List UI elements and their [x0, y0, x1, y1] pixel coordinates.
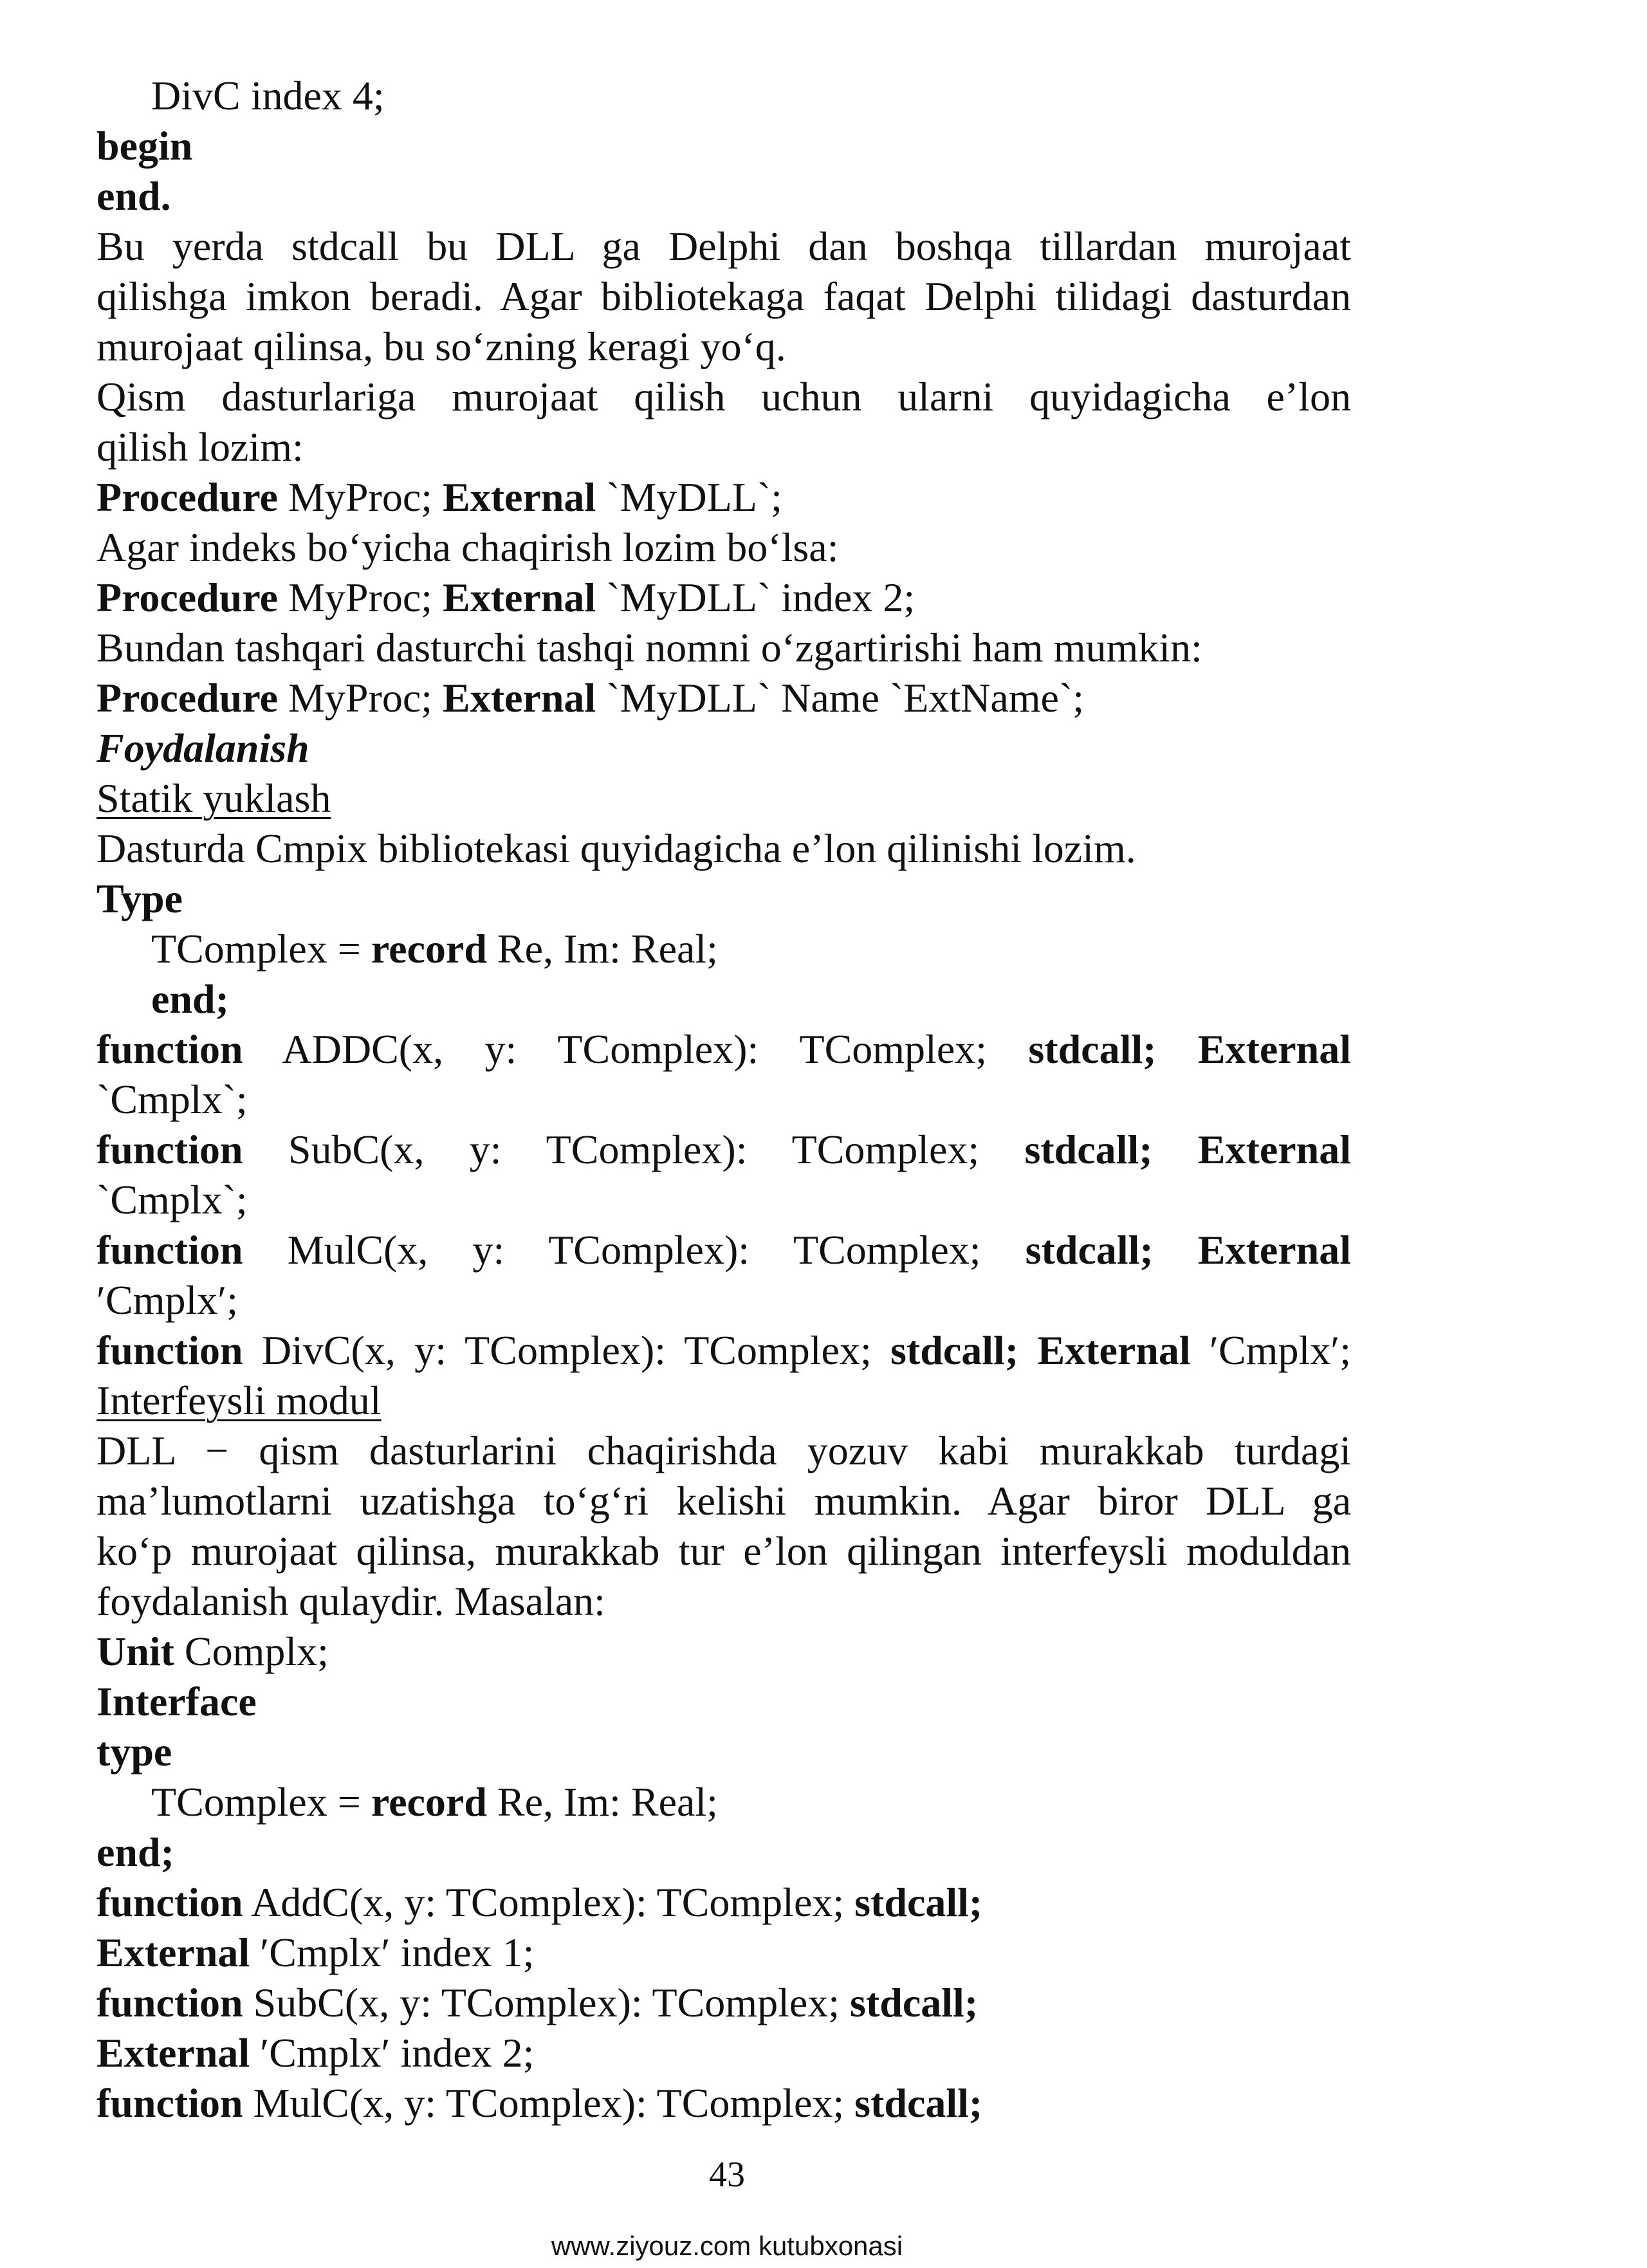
code-line: TComplex = record Re, Im: Real;: [151, 926, 718, 972]
code-line: Procedure MyProc; External `MyDLL`;: [97, 474, 782, 520]
paragraph-line: Agar indeks bo‘yicha chaqirish lozim bo‘lsa:: [97, 524, 839, 570]
page-body: [97, 71, 1351, 2128]
paragraph-line: foydalanish qulaydir. Masalan:: [97, 1578, 605, 1624]
code-keyword-line: begin: [97, 123, 193, 169]
subsection-heading: Statik yuklash: [97, 775, 331, 821]
code-line: function MulC(x, y: TComplex): TComplex; stdcall;: [97, 2080, 983, 2126]
paragraph-line: murojaat qilinsa, bu so‘zning keragi yo‘q.: [97, 324, 786, 369]
code-line: function SubC(x, y: TComplex): TComplex; stdcall; External: [97, 1127, 1351, 1172]
code-line: `Cmplx`;: [97, 1076, 248, 1122]
subsection-heading: Interfeysli modul: [97, 1378, 382, 1423]
code-line: function SubC(x, y: TComplex): TComplex; stdcall;: [97, 1980, 979, 2025]
code-keyword-line: end.: [97, 173, 171, 219]
code-keyword-line: end;: [151, 976, 229, 1022]
paragraph-line: Bu yerda stdcall bu DLL ga Delphi dan boshqa tillardan murojaat: [97, 223, 1351, 269]
paragraph-line: DLL − qism dasturlarini chaqirishda yozuv kabi murakkab turdagi: [97, 1428, 1351, 1473]
code-keyword-line: end;: [97, 1829, 174, 1875]
footer-watermark: www.ziyouz.com kutubxonasi: [551, 2231, 903, 2261]
code-line: function DivC(x, y: TComplex): TComplex; stdcall; External ′Cmplx′;: [97, 1327, 1351, 1373]
code-line: function MulC(x, y: TComplex): TComplex; stdcall; External: [97, 1227, 1351, 1273]
page-number: 43: [709, 2155, 745, 2195]
paragraph-line: qilish lozim:: [97, 424, 304, 470]
code-line: Procedure MyProc; External `MyDLL` Name `ExtName`;: [97, 675, 1085, 721]
code-line: Unit Complx;: [97, 1628, 329, 1674]
code-line: function ADDC(x, y: TComplex): TComplex; stdcall; External: [97, 1026, 1351, 1072]
section-heading: Foydalanish: [97, 725, 309, 771]
code-line: External ′Cmplx′ index 2;: [97, 2030, 535, 2076]
paragraph-line: Qism dasturlariga murojaat qilish uchun ularni quyidagicha e’lon: [97, 374, 1351, 419]
code-keyword-line: Type: [97, 876, 183, 921]
paragraph-line: ko‘p murojaat qilinsa, murakkab tur e’lon qilingan interfeysli moduldan: [97, 1528, 1351, 1574]
code-line: `Cmplx`;: [97, 1177, 248, 1222]
paragraph-line: Dasturda Cmpix bibliotekasi quyidagicha e’lon qilinishi lozim.: [97, 825, 1136, 871]
paragraph-line: qilishga imkon beradi. Agar bibliotekaga faqat Delphi tilidagi dasturdan: [97, 273, 1351, 319]
code-line: ′Cmplx′;: [97, 1277, 239, 1323]
code-line: DivC index 4;: [151, 73, 385, 118]
code-keyword-line: type: [97, 1729, 172, 1775]
code-line: function AddC(x, y: TComplex): TComplex; stdcall;: [97, 1879, 983, 1925]
code-line: TComplex = record Re, Im: Real;: [151, 1779, 718, 1825]
paragraph-line: ma’lumotlarni uzatishga to‘g‘ri kelishi mumkin. Agar biror DLL ga: [97, 1478, 1351, 1524]
code-line: External ′Cmplx′ index 1;: [97, 1930, 535, 1975]
code-keyword-line: Interface: [97, 1679, 257, 1724]
paragraph-line: Bundan tashqari dasturchi tashqi nomni o‘zgartirishi ham mumkin:: [97, 625, 1202, 670]
code-line: Procedure MyProc; External `MyDLL` index 2;: [97, 575, 916, 620]
